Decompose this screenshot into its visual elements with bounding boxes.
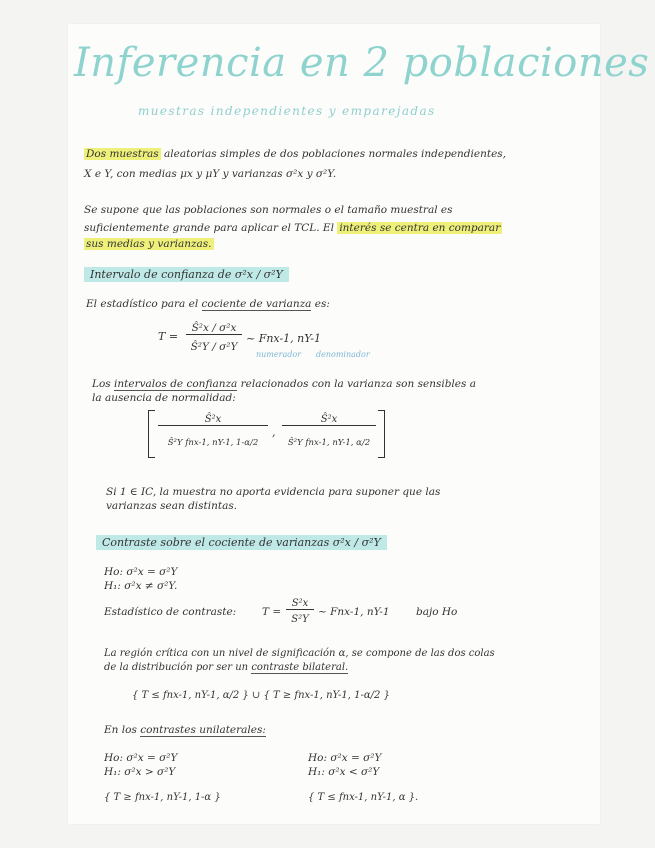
highlight-interes: interés se centra en comparar [339,222,501,234]
crit-line-2 [104,662,348,673]
T-label: T = [158,330,179,343]
contrast-stat-under: bajo Ho [416,606,458,618]
contrast-stat-denominator: S²Y [291,614,309,625]
annotation-denominador: denominador [316,350,370,359]
ci-text-underlined: intervalos de confianza [114,378,238,390]
ci-note-line-1: Si 1 ∈ IC, la muestra no aporta evidencia para suponer que las [106,486,441,498]
intro-line-1-text: aleatorias simples de dos poblaciones normales independientes, [164,148,507,160]
highlight-dos-muestras: Dos muestras [86,148,159,160]
ci-right-denominator: Ŝ²Y fnx-1, nY-1, α/2 [287,438,371,448]
right-region: { T ≤ fnx-1, nY-1, α }. [308,792,419,803]
contrast-stat-label: Estadístico de contraste: [104,606,237,618]
right-h1: H₁: σ²x < σ²Y [308,766,380,778]
ci-right-numerator: Ŝ²x [282,414,376,426]
unilateral-intro [104,724,266,736]
intro-p2-line-2-text: suficientemente grande para aplicar el TCL. El [84,222,334,234]
ci-text-post: relacionados con la varianza son sensibles a [240,378,476,390]
ci-note-line-2: varianzas sean distintas. [106,500,238,512]
T-distribution: ~ Fnx-1, nY-1 [246,332,322,345]
T-denominator: Ŝ²Y / σ²Y [190,341,238,353]
intro-line-2: X e Y, con medias μx y μY y varianzas σ²x y σ²Y. [84,168,337,180]
page-title: Inferencia en 2 poblaciones [74,40,650,86]
ci-left-bracket [148,410,155,458]
ci-right-bracket [378,410,385,458]
left-h0: Ho: σ²x = σ²Y [104,752,178,764]
crit-line-1: La región crítica con un nivel de significación α, se compone de las dos colas [104,648,495,659]
intro-line-1 [84,148,506,160]
stat-intro-pre: El estadístico para el [86,298,199,310]
stat-intro-underlined: cociente de varianza [201,298,312,310]
left-h1: H₁: σ²x > σ²Y [104,766,176,778]
intro-p2-line-2 [84,222,502,234]
critical-region-bilateral: { T ≤ fnx-1, nY-1, α/2 } ∪ { T ≥ fnx-1, nY-1, 1-α/2 } [132,690,390,701]
contrast-h1: H₁: σ²x ≠ σ²Y. [104,580,178,592]
stat-intro-post: es: [314,298,330,310]
T-numerator: Ŝ²x / σ²x [186,322,242,335]
page-subtitle: muestras independientes y emparejadas [138,104,436,118]
ci-text-line-1 [92,378,476,390]
ci-separator: , [272,426,276,439]
section-heading-contraste-text: Contraste sobre el cociente de varianzas σ²x / σ²Y [96,535,387,550]
ci-left-denominator: Ŝ²Y fnx-1, nY-1, 1-α/2 [167,438,259,448]
ci-text-line-2: la ausencia de normalidad: [92,392,236,404]
intro-p2-line-3 [84,238,214,250]
highlight-medias-varianzas: sus medias y varianzas. [86,238,212,250]
section-heading-intervalo-text: Intervalo de confianza de σ²x / σ²Y [84,267,289,282]
unilateral-intro-underlined: contrastes unilaterales: [140,724,266,736]
crit-line-2-underlined: contraste bilateral. [251,662,349,673]
unilateral-intro-pre: En los [104,724,137,736]
crit-line-2-text: de la distribución por ser un [104,662,249,673]
annotation-numerador: numerador [256,350,301,359]
contrast-stat-distribution: ~ Fnx-1, nY-1 [318,606,390,618]
left-region: { T ≥ fnx-1, nY-1, 1-α } [104,792,221,803]
contrast-h0: Ho: σ²x = σ²Y [104,566,178,578]
contrast-stat-T: T = [262,606,282,618]
ci-left-numerator: Ŝ²x [158,414,268,426]
right-h0: Ho: σ²x = σ²Y [308,752,382,764]
intro-p2-line-1: Se supone que las poblaciones son normales o el tamaño muestral es [84,204,453,216]
section-heading-intervalo [84,268,289,281]
contrast-stat-numerator: S²x [286,598,314,610]
ci-text-pre: Los [92,378,111,390]
stat-intro [86,298,330,310]
section-heading-contraste [96,536,387,549]
